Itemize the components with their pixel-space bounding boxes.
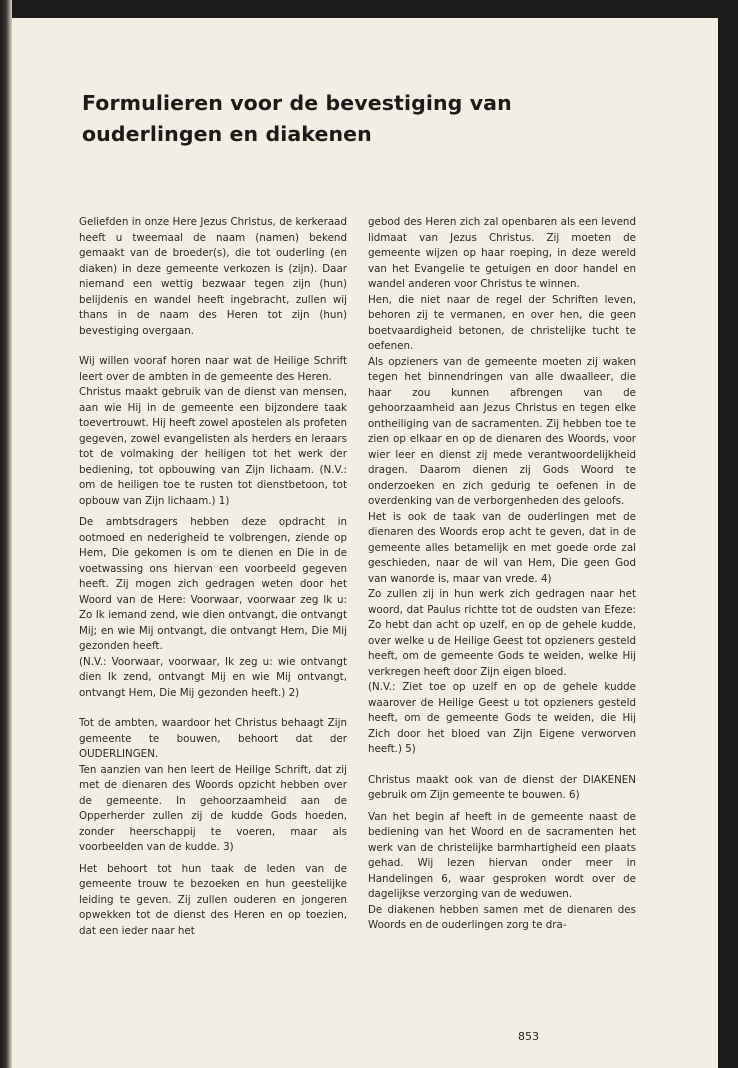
paragraph: (N.V.: Voorwaar, voorwaar, Ik zeg u: wie ontvangt dien Ik zend, ontvangt Mij en wie Mij ontvangt, ontvangt Hem, Die Mij gezonden heeft.) 2) — [79, 655, 347, 699]
paragraph: De diakenen hebben samen met de dienaren des Woords en de ouderlingen zorg te dra- — [368, 903, 636, 931]
scan-edge-left — [0, 0, 12, 1068]
title-line-1: Formulieren voor de bevestiging van — [82, 91, 512, 115]
document-page — [12, 18, 718, 1068]
page-number: 853 — [518, 1030, 539, 1043]
paragraph: gebod des Heren zich zal openbaren als een levend lidmaat van Jezus Christus. Zij moeten de gemeente wijzen op haar roeping, in deze wereld van het Evangelie te getuigen en door handel en wandel anderen voor Christus te winnen. — [368, 216, 636, 290]
scan-edge-right — [718, 0, 738, 1068]
title-line-2: ouderlingen en diakenen — [82, 122, 372, 146]
left-column — [79, 215, 347, 939]
paragraph: Zo zullen zij in hun werk zich gedragen naar het woord, dat Paulus richtte tot de oudsten van Efeze: Zo hebt dan acht op uzelf, en op de gehele kudde, over welke u de Heilige Geest tot opzieners gesteld heeft, om de gemeente Gods te weiden, welke Hij verkregen heeft door Zijn eigen bloed. — [368, 588, 636, 678]
paragraph: Als opzieners van de gemeente moeten zij waken tegen het binnendringen van alle dwaalleer, die haar zou kunnen afbrengen van de gehoorzaamheid aan Jezus Christus en tegen elke ontheiliging van de sacramenten. Zij hebben toe te zien op elkaar en op de dienaren des Woords, voor wier leer en dienst zij mede verantwoordelijkheid dragen. Daarom dienen zij Gods Woord te onderzoeken en zich gedurig te oefenen in de overdenking van de verborgenheden des geloofs. — [368, 355, 636, 507]
paragraph: Christus maakt ook van de dienst der DIAKENEN gebruik om Zijn gemeente te bouwen. 6) — [368, 773, 636, 801]
paragraph: (N.V.: Ziet toe op uzelf en op de gehele kudde waarover de Heilige Geest u tot opzieners gesteld heeft, om de gemeente Gods te weiden, die Hij Zich door het bloed van Zijn Eigene verworven heeft.) 5) — [368, 681, 636, 755]
paragraph: Het is ook de taak van de ouderlingen met de dienaren des Woords erop acht te geven, dat in de gemeente alles betamelijk en met goede orde zal geschieden, naar de wil van Hem, Die geen God van wanorde is, maar van vrede. 4) — [368, 510, 636, 585]
paragraph: Wij willen vooraf horen naar wat de Heilige Schrift leert over de ambten in de gemeente des Heren. — [79, 355, 347, 383]
paragraph: Van het begin af heeft in de gemeente naast de bediening van het Woord en de sacramenten het werk van de christelijke barmhartigheid een plaats gehad. Wij lezen hiervan onder meer in Handelingen 6, waar gesproken wordt over de dagelijkse verzorging van de weduwen. — [368, 810, 636, 900]
right-column — [368, 215, 636, 934]
page-title — [82, 88, 512, 150]
paragraph: Christus maakt gebruik van de dienst van mensen, aan wie Hij in de gemeente een bijzondere taak toevertrouwt. Hij heeft zowel apostelen als profeten gegeven, zowel evangelisten als herders en leraars tot de volmaking der heiligen tot het werk der bediening, tot opbouwing van Zijn lichaam. (N.V.: om de heiligen toe te rusten tot dienstbetoon, tot opbouw van Zijn lichaam.) 1) — [79, 386, 347, 507]
paragraph: Geliefden in onze Here Jezus Christus, de kerkeraad heeft u tweemaal de naam (namen) bekend gemaakt van de broeder(s), die tot ouderling (en diaken) in deze gemeente verkozen is (zijn). Daar niemand een wettig bezwaar tegen zijn (hun) belijdenis en wandel heeft ingebracht, zullen wij thans in de naam des Heren tot zijn (hun) bevestiging overgaan. — [79, 216, 347, 337]
paragraph: Hen, die niet naar de regel der Schriften leven, behoren zij te vermanen, en over hen, die geen boetvaardigheid betonen, de christelijke tucht te oefenen. — [368, 293, 636, 352]
paragraph: Ten aanzien van hen leert de Heilige Schrift, dat zij met de dienaren des Woords opzicht hebben over de gemeente. In gehoorzaamheid aan de Opperherder zullen zij de kudde Gods hoeden, zonder heerschappij te voeren, maar als voorbeelden van de kudde. 3) — [79, 763, 347, 853]
paragraph: Het behoort tot hun taak de leden van de gemeente trouw te bezoeken en hun geestelijke leiding te geven. Zij zullen ouderen en jongeren opwekken tot de dienst des Heren en op toezien, dat een ieder naar het — [79, 862, 347, 937]
paragraph: De ambtsdragers hebben deze opdracht in ootmoed en nederigheid te volbrengen, ziende op Hem, Die gekomen is om te dienen en Die in de voetwassing ons hiervan een voorbeeld gegeven heeft. Zij mogen zich gedragen weten door het Woord van de Here: Voorwaar, voorwaar zeg Ik u: Zo Ik iemand zend, wie dien ontvangt, die ontvangt Mij; en wie Mij ontvangt, die ontvangt Hem, Die Mij gezonden heeft. — [79, 516, 347, 652]
paragraph: Tot de ambten, waardoor het Christus behaagt Zijn gemeente te bouwen, behoort dat der OUDERLINGEN. — [79, 717, 347, 760]
